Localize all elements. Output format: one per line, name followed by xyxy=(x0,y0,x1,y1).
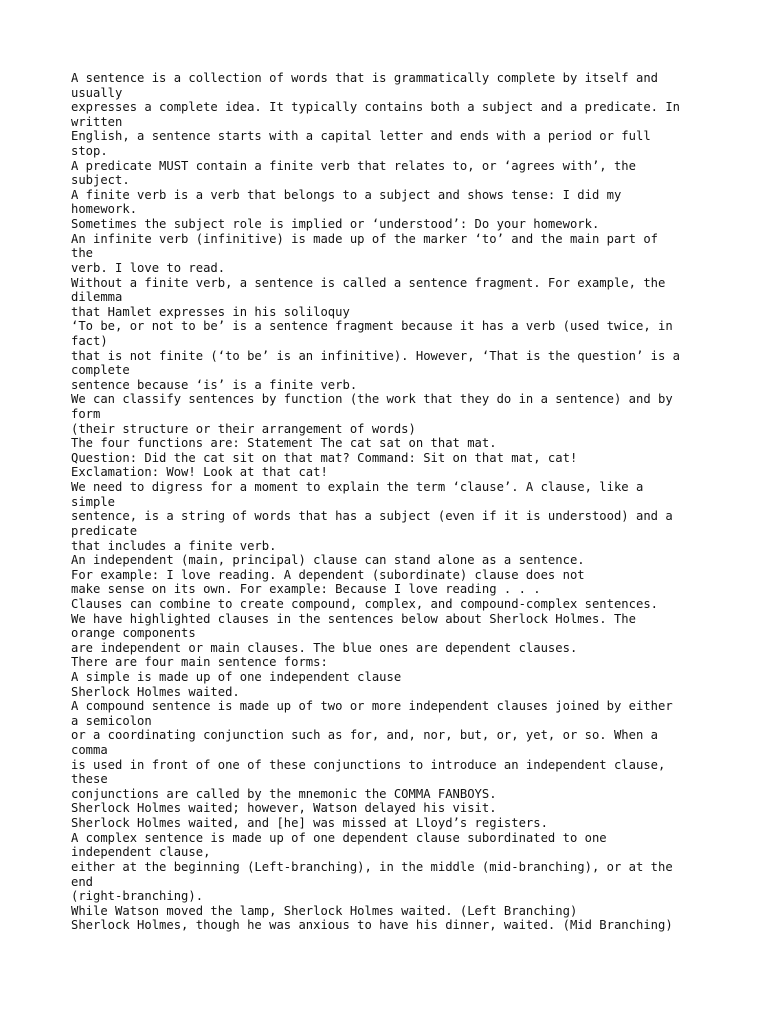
text-line: independent clause, xyxy=(71,845,211,860)
text-line: (right-branching). xyxy=(71,889,204,904)
text-line: simple xyxy=(71,494,116,509)
text-line: Sherlock Holmes waited, and [he] was missed at Lloyd’s registers. xyxy=(71,816,548,831)
text-line: fact) xyxy=(71,333,108,348)
text-line: sentence, is a string of words that has a subject (even if it is understood) and a xyxy=(71,509,673,524)
text-line: There are four main sentence forms: xyxy=(71,655,328,670)
text-line: stop. xyxy=(71,144,108,159)
text-line: are independent or main clauses. The blue ones are dependent clauses. xyxy=(71,640,578,655)
text-line: We need to digress for a moment to explain the term ‘clause’. A clause, like a xyxy=(71,480,644,495)
text-line: Question: Did the cat sit on that mat? Command: Sit on that mat, cat! xyxy=(71,450,578,465)
text-line: We have highlighted clauses in the sentences below about Sherlock Holmes. The xyxy=(71,611,636,626)
text-line: While Watson moved the lamp, Sherlock Holmes waited. (Left Branching) xyxy=(71,903,578,918)
text-line: verb. I love to read. xyxy=(71,260,226,275)
text-line: make sense on its own. For example: Because I love reading . . . xyxy=(71,582,541,597)
text-line: a semicolon xyxy=(71,713,152,728)
text-line: A finite verb is a verb that belongs to a subject and shows tense: I did my xyxy=(71,187,622,202)
text-line: these xyxy=(71,772,108,787)
text-line: Exclamation: Wow! Look at that cat! xyxy=(71,465,328,480)
text-line: A simple is made up of one independent clause xyxy=(71,669,402,684)
text-line: written xyxy=(71,114,123,129)
text-line: subject. xyxy=(71,173,130,188)
text-line: predicate xyxy=(71,523,138,538)
text-line: that Hamlet expresses in his soliloquy xyxy=(71,304,350,319)
document-body xyxy=(71,71,711,933)
text-line: An independent (main, principal) clause can stand alone as a sentence. xyxy=(71,553,585,568)
text-line: conjunctions are called by the mnemonic the COMMA FANBOYS. xyxy=(71,786,497,801)
text-line: Sometimes the subject role is implied or ‘understood’: Do your homework. xyxy=(71,217,600,232)
text-line: (their structure or their arrangement of words) xyxy=(71,421,416,436)
text-line: A predicate MUST contain a finite verb that relates to, or ‘agrees with’, the xyxy=(71,158,636,173)
text-line: Sherlock Holmes, though he was anxious to have his dinner, waited. (Mid Branching) xyxy=(71,918,673,933)
text-line: that includes a finite verb. xyxy=(71,538,277,553)
text-line: form xyxy=(71,407,101,422)
text-line: For example: I love reading. A dependent (subordinate) clause does not xyxy=(71,567,585,582)
text-line: English, a sentence starts with a capital letter and ends with a period or full xyxy=(71,129,651,144)
text-line: We can classify sentences by function (the work that they do in a sentence) and by xyxy=(71,392,673,407)
text-line: or a coordinating conjunction such as for, and, nor, but, or, yet, or so. When a xyxy=(71,728,658,743)
text-line: comma xyxy=(71,743,108,758)
text-line: orange components xyxy=(71,626,196,641)
text-line: A compound sentence is made up of two or more independent clauses joined by either xyxy=(71,699,673,714)
text-line: complete xyxy=(71,363,130,378)
text-line: that is not finite (‘to be’ is an infinitive). However, ‘That is the question’ is a xyxy=(71,348,681,363)
text-line: The four functions are: Statement The cat sat on that mat. xyxy=(71,436,497,451)
text-line: sentence because ‘is’ is a finite verb. xyxy=(71,377,358,392)
text-line: usually xyxy=(71,85,123,100)
text-line: Without a finite verb, a sentence is called a sentence fragment. For example, the xyxy=(71,275,666,290)
text-line: ‘To be, or not to be’ is a sentence fragment because it has a verb (used twice, in xyxy=(71,319,673,334)
text-line: either at the beginning (Left-branching), in the middle (mid-branching), or at the xyxy=(71,859,673,874)
text-line: expresses a complete idea. It typically contains both a subject and a predicate. In xyxy=(71,100,681,115)
text-line: the xyxy=(71,246,94,261)
text-line: dilemma xyxy=(71,290,123,305)
text-line: end xyxy=(71,874,94,889)
text-line: An infinite verb (infinitive) is made up of the marker ‘to’ and the main part of xyxy=(71,231,658,246)
text-line: Clauses can combine to create compound, complex, and compound-complex sentences. xyxy=(71,596,658,611)
text-line: A complex sentence is made up of one dependent clause subordinated to one xyxy=(71,830,607,845)
text-line: Sherlock Holmes waited; however, Watson delayed his visit. xyxy=(71,801,497,816)
text-line: is used in front of one of these conjunctions to introduce an independent clause, xyxy=(71,757,666,772)
text-line: A sentence is a collection of words that is grammatically complete by itself and xyxy=(71,71,658,85)
text-line: homework. xyxy=(71,202,138,217)
text-line: Sherlock Holmes waited. xyxy=(71,684,240,699)
